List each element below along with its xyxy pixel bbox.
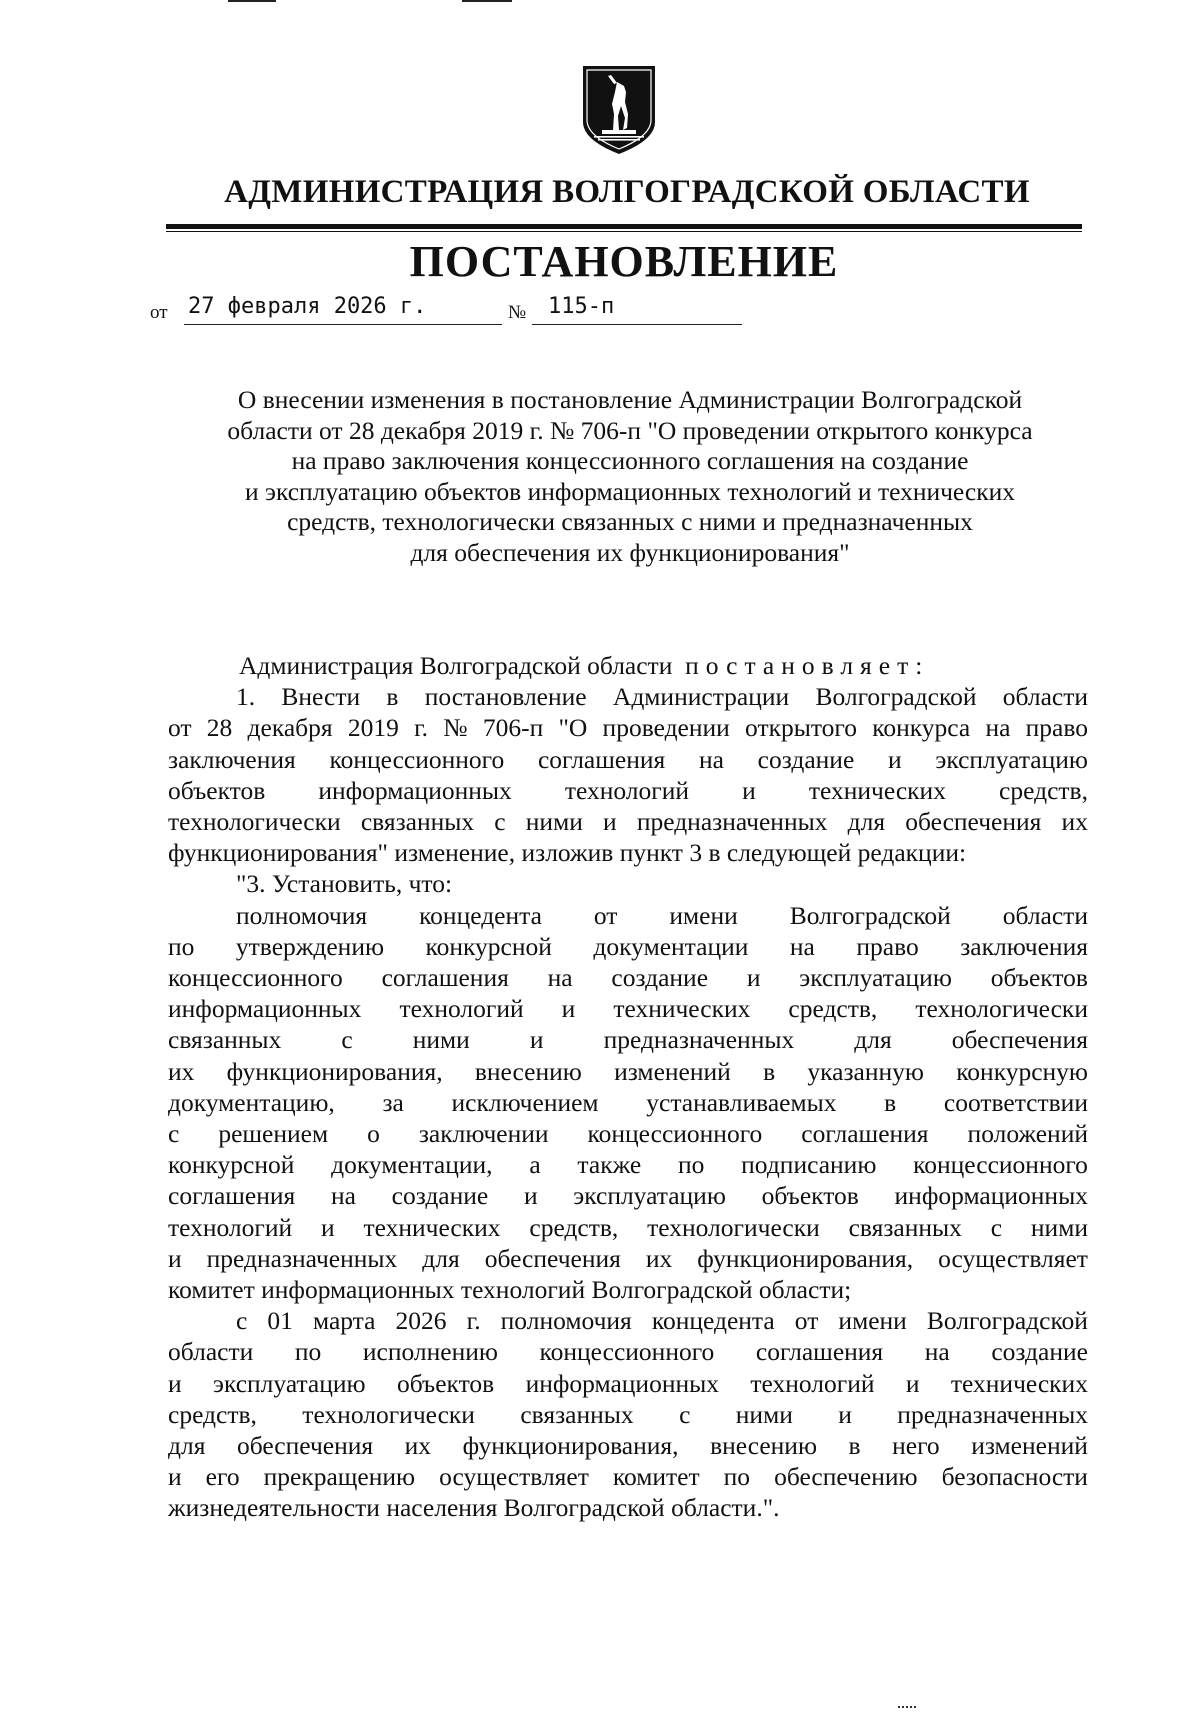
- word: связанных: [360, 807, 475, 837]
- word: Внести: [281, 682, 361, 712]
- word: марта: [312, 1306, 376, 1336]
- paragraph-3-line: [168, 1243, 1088, 1274]
- word: ними: [412, 1025, 470, 1055]
- word: 2019: [347, 713, 399, 743]
- word: и: [603, 807, 617, 837]
- word: прекращению: [263, 1462, 416, 1492]
- paragraph-4-line: [168, 1399, 1088, 1430]
- word: с: [990, 1212, 1003, 1242]
- word: 28: [206, 713, 233, 743]
- word: предназначенных: [636, 807, 828, 837]
- word: с: [494, 807, 506, 837]
- word: заключения: [168, 744, 296, 774]
- paragraph-3-line: [168, 1212, 1088, 1243]
- word: с: [341, 1025, 353, 1055]
- document-body: [168, 650, 1088, 1524]
- word: создание: [391, 1181, 489, 1211]
- paragraph-3-line: [168, 962, 1088, 993]
- word: ними: [735, 1399, 793, 1429]
- word: и: [529, 1025, 544, 1055]
- word: предназначенных: [897, 1399, 1088, 1429]
- word: комитет: [612, 1462, 700, 1492]
- paragraph-4-line: жизнедеятельности населения Волгоградской области.".: [168, 1493, 780, 1523]
- document-number: 115-п: [548, 294, 615, 319]
- scan-mark-right: [462, 0, 512, 2]
- word: и: [321, 1212, 335, 1242]
- word: для: [168, 1431, 206, 1461]
- word: концедента: [651, 1306, 775, 1336]
- word: концедента: [419, 900, 542, 930]
- word: для: [854, 1025, 892, 1055]
- word: проведении: [602, 713, 730, 743]
- document-title: [160, 385, 1100, 569]
- paragraph-3-line: [168, 1180, 1088, 1211]
- word: и: [838, 1399, 852, 1429]
- title-line: для обеспечения их функционирования": [410, 537, 850, 567]
- word: имени: [838, 1306, 907, 1336]
- word: функционирования,: [462, 1431, 679, 1461]
- word: положений: [967, 1119, 1088, 1149]
- title-line: на право заключения концессионного соглашения на создание: [291, 446, 969, 476]
- word: их: [404, 1431, 432, 1461]
- word: технических: [613, 994, 751, 1024]
- document-date: 27 февраля 2026 г.: [188, 294, 427, 319]
- word: на: [789, 931, 815, 961]
- word: имени: [669, 900, 738, 930]
- word: связанных: [168, 1025, 282, 1055]
- word: его: [205, 1462, 240, 1492]
- word: о: [367, 1119, 380, 1149]
- word: безопасности: [941, 1462, 1088, 1492]
- word: конкурсной: [168, 1150, 295, 1180]
- word: в: [386, 682, 399, 712]
- word: Волгоградской: [789, 900, 951, 930]
- word: средств,: [788, 994, 878, 1024]
- word: их: [645, 1243, 673, 1273]
- word: от: [593, 900, 618, 930]
- word: а: [529, 1150, 541, 1180]
- word: технологий: [399, 994, 524, 1024]
- word: него: [892, 1431, 940, 1461]
- word: объектов: [168, 775, 266, 805]
- organization-name: АДМИНИСТРАЦИЯ ВОЛГОГРАДСКОЙ ОБЛАСТИ: [224, 174, 1030, 210]
- paragraph-1-line: [168, 806, 1088, 837]
- word: заключении: [418, 1119, 549, 1149]
- title-line: О внесении изменения в постановление Администрации Волгоградской: [237, 385, 1023, 414]
- word: области: [168, 1337, 254, 1367]
- date-underline: [184, 324, 502, 325]
- word: Волгоградской: [926, 1306, 1088, 1336]
- word: создание: [611, 963, 709, 993]
- word: документацию,: [168, 1087, 335, 1117]
- word: осуществляет: [439, 1462, 589, 1492]
- word: с: [168, 1119, 180, 1149]
- word: от: [794, 1306, 819, 1336]
- header-rule-thick: [166, 224, 1082, 229]
- paragraph-4-line: [168, 1336, 1088, 1367]
- header-rule-thin: [166, 231, 1082, 232]
- word: предназначенных: [206, 1243, 398, 1273]
- paragraph-1-line: [168, 712, 1088, 743]
- word: 1.: [236, 682, 256, 712]
- paragraph-2: "3. Установить, что:: [236, 869, 453, 899]
- word: концессионного: [539, 1337, 715, 1367]
- word: технологически: [302, 1399, 475, 1429]
- paragraph-3-line: [168, 1056, 1088, 1087]
- word: и: [168, 1243, 182, 1273]
- scan-mark-left: [228, 0, 276, 2]
- word: информационных: [168, 994, 362, 1024]
- word: информационных: [894, 1181, 1088, 1211]
- word: осуществляет: [938, 1243, 1088, 1273]
- paragraph-1-line: [168, 681, 1088, 712]
- paragraph-1-line: [168, 775, 1088, 806]
- word: "О: [558, 713, 588, 743]
- date-prefix: от: [150, 302, 168, 323]
- word: Волгоградской: [815, 682, 977, 712]
- word: обеспечения: [236, 1431, 374, 1461]
- word: концессионного: [329, 744, 505, 774]
- word: эксплуатацию: [213, 1368, 366, 1398]
- word: утверждению: [235, 931, 385, 961]
- word: внесению: [710, 1431, 817, 1461]
- word: исключением: [451, 1087, 599, 1117]
- word: обеспечения: [951, 1025, 1088, 1055]
- paragraph-1-line: функционирования" изменение, изложив пункт 3 в следующей редакции:: [168, 838, 967, 868]
- paragraph-3-line: [168, 931, 1088, 962]
- intro-subject: Администрация Волгоградской области: [239, 651, 673, 680]
- word: их: [1061, 807, 1088, 837]
- word: для: [422, 1243, 460, 1273]
- paragraph-4-line: [168, 1305, 1088, 1336]
- number-underline: [532, 324, 742, 325]
- word: ними: [1030, 1212, 1088, 1242]
- word: соответствии: [943, 1087, 1088, 1117]
- paragraph-3-line: [168, 1024, 1088, 1055]
- word: технических: [808, 775, 946, 805]
- word: средств,: [529, 1212, 619, 1242]
- word: г.: [414, 713, 429, 743]
- word: Администрации: [612, 682, 790, 712]
- word: и: [905, 1368, 920, 1398]
- paragraph-4-line: [168, 1461, 1088, 1492]
- number-prefix: №: [508, 302, 527, 323]
- paragraph-1-line: [168, 744, 1088, 775]
- word: и: [523, 1181, 538, 1211]
- title-line: и эксплуатацию объектов информационных технологий и технических: [244, 476, 1015, 506]
- word: технологически: [168, 807, 341, 837]
- intro-verb: постановляет:: [685, 651, 930, 680]
- word: технических: [950, 1368, 1088, 1398]
- word: связанных: [520, 1399, 634, 1429]
- word: соглашения: [801, 1119, 929, 1149]
- word: эксплуатацию: [935, 744, 1088, 774]
- paragraph-3-line: [168, 1087, 1088, 1118]
- word: от: [168, 713, 192, 743]
- word: на: [924, 1337, 950, 1367]
- word: концессионного: [587, 1119, 763, 1149]
- word: решением: [218, 1119, 329, 1149]
- word: с: [236, 1306, 248, 1336]
- word: объектов: [990, 963, 1088, 993]
- paragraph-3-line: комитет информационных технологий Волгоградской области;: [168, 1275, 852, 1305]
- word: и: [888, 744, 902, 774]
- word: функционирования,: [226, 1056, 443, 1086]
- word: в: [884, 1087, 897, 1117]
- word: документации,: [331, 1150, 493, 1180]
- word: их: [168, 1056, 195, 1086]
- word: по: [677, 1150, 705, 1180]
- word: и: [168, 1462, 182, 1492]
- word: полномочия: [500, 1306, 632, 1336]
- word: средств,: [999, 775, 1088, 805]
- word: по: [168, 931, 195, 961]
- word: концессионного: [913, 1150, 1088, 1180]
- word: технологий: [564, 775, 690, 805]
- word: право: [1025, 713, 1088, 743]
- title-line: области от 28 декабря 2019 г. № 706-п "О проведении открытого конкурса: [227, 415, 1033, 445]
- word: открытого: [745, 713, 858, 743]
- word: области: [1002, 682, 1088, 712]
- word: предназначенных: [603, 1025, 795, 1055]
- word: с: [679, 1399, 691, 1429]
- word: указанную: [807, 1056, 924, 1086]
- word: создание: [991, 1337, 1088, 1367]
- word: и: [746, 963, 761, 993]
- word: заключения: [960, 931, 1088, 961]
- word: изменений: [614, 1056, 731, 1086]
- word: для: [847, 807, 886, 837]
- document-type: ПОСТАНОВЛЕНИЕ: [409, 237, 839, 286]
- word: постановление: [424, 682, 587, 712]
- word: и: [742, 775, 756, 805]
- word: исполнению: [362, 1337, 498, 1367]
- word: технологий: [750, 1368, 875, 1398]
- word: и: [168, 1368, 182, 1398]
- word: связанных: [848, 1212, 962, 1242]
- word: устанавливаемых: [646, 1087, 837, 1117]
- word: соглашения: [755, 1337, 884, 1367]
- paragraph-4-line: [168, 1430, 1088, 1461]
- word: технологий: [168, 1212, 293, 1242]
- word: конкурсной: [425, 931, 552, 961]
- word: 2026: [395, 1306, 447, 1336]
- word: подписанию: [741, 1150, 877, 1180]
- word: создание: [757, 744, 855, 774]
- word: изменений: [971, 1431, 1088, 1461]
- paragraph-4-line: [168, 1368, 1088, 1399]
- word: в: [763, 1056, 776, 1086]
- word: конкурса: [872, 713, 971, 743]
- word: функционирования,: [697, 1243, 914, 1273]
- word: информационных: [525, 1368, 719, 1398]
- word: 706-п: [482, 713, 544, 743]
- word: за: [382, 1087, 404, 1117]
- word: концессионного: [168, 963, 343, 993]
- word: документации: [593, 931, 749, 961]
- word: информационных: [318, 775, 512, 805]
- word: право: [856, 931, 919, 961]
- word: внесению: [474, 1056, 582, 1086]
- word: г.: [466, 1306, 481, 1336]
- word: на: [547, 963, 573, 993]
- word: соглашения: [537, 744, 666, 774]
- word: соглашения: [168, 1181, 296, 1211]
- word: на: [985, 713, 1011, 743]
- resolution-intro: [168, 650, 1088, 681]
- word: эксплуатацию: [799, 963, 952, 993]
- word: соглашения: [381, 963, 509, 993]
- word: обеспечению: [774, 1462, 918, 1492]
- word: технологически: [647, 1212, 820, 1242]
- word: также: [577, 1150, 642, 1180]
- word: средств,: [168, 1399, 257, 1429]
- word: по: [294, 1337, 322, 1367]
- word: на: [698, 744, 724, 774]
- paragraph-3-line: [168, 1149, 1088, 1180]
- word: эксплуатацию: [573, 1181, 726, 1211]
- word: и: [561, 994, 576, 1024]
- word: обеспечения: [905, 807, 1042, 837]
- word: декабря: [247, 713, 333, 743]
- word: объектов: [761, 1181, 859, 1211]
- word: полномочия: [236, 900, 368, 930]
- word: обеспечения: [484, 1243, 621, 1273]
- word: 01: [267, 1306, 293, 1336]
- word: области: [1002, 900, 1088, 930]
- word: на: [330, 1181, 356, 1211]
- word: технических: [363, 1212, 501, 1242]
- word: №: [443, 713, 468, 743]
- word: конкурсную: [956, 1056, 1088, 1086]
- scan-dots: [898, 1706, 916, 1710]
- word: объектов: [396, 1368, 495, 1398]
- paragraph-3-line: [168, 900, 1088, 931]
- word: по: [723, 1462, 751, 1492]
- word: технологически: [915, 994, 1088, 1024]
- paragraph-3-line: [168, 1118, 1088, 1149]
- coat-of-arms-emblem: [580, 64, 658, 156]
- paragraph-3-line: [168, 993, 1088, 1024]
- title-line: средств, технологически связанных с ними и предназначенных: [287, 507, 973, 537]
- word: в: [848, 1431, 861, 1461]
- word: ними: [525, 807, 583, 837]
